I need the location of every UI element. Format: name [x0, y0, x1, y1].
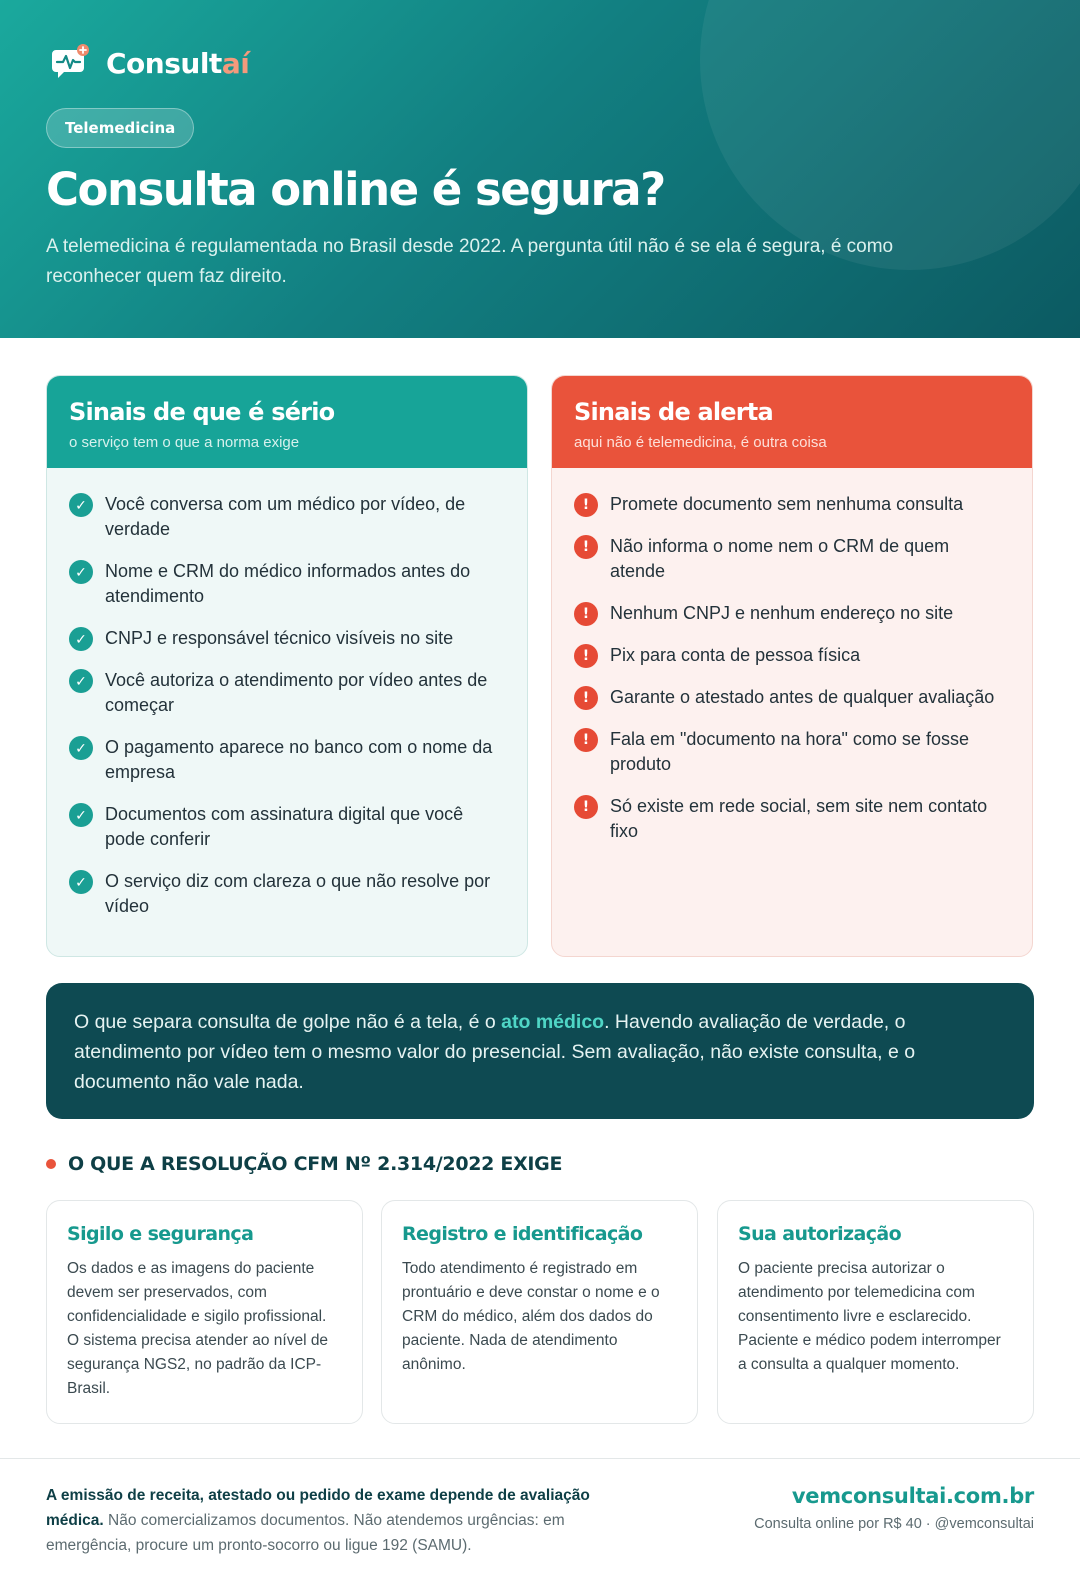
alert-sign-item: ! Só existe em rede social, sem site nem contato fixo: [574, 794, 1008, 844]
good-signs-list: [47, 468, 527, 919]
good-signs-header: [47, 376, 527, 468]
highlight-ato-medico: ato médico: [501, 1011, 605, 1033]
footer-divider: [0, 1458, 1080, 1459]
requirement-card-sigilo: [46, 1200, 363, 1424]
requirement-title: Sua autorização: [738, 1223, 902, 1245]
alert-icon: !: [574, 644, 598, 668]
alert-icon: !: [574, 602, 598, 626]
check-icon: ✓: [69, 803, 93, 827]
key-message-banner: O que separa consulta de golpe não é a tela, é o ato médico. Havendo avaliação de verdade, o atendimento por vídeo tem o mesmo valor do presencial. Sem avaliação, não existe consulta, e o documento não vale nada.: [46, 983, 1034, 1119]
good-sign-item: ✓ Nome e CRM do médico informados antes do atendimento: [69, 559, 503, 609]
good-sign-item: ✓ Você autoriza o atendimento por vídeo antes de começar: [69, 668, 503, 718]
alert-sign-item: ! Pix para conta de pessoa física: [574, 643, 1008, 668]
alert-signs-title: Sinais de alerta: [574, 398, 773, 426]
check-icon: ✓: [69, 560, 93, 584]
requirement-body: Os dados e as imagens do paciente devem ser preservados, com confidencialidade e sigilo profissional. O sistema precisa atender ao nível de segurança NGS2, no padrão da ICP-Brasil.: [67, 1260, 329, 1397]
check-icon: ✓: [69, 870, 93, 894]
website-link[interactable]: vemconsultai.com.br: [791, 1484, 1034, 1508]
good-sign-item: ✓ Você conversa com um médico por vídeo, de verdade: [69, 492, 503, 542]
check-icon: ✓: [69, 669, 93, 693]
alert-icon: !: [574, 535, 598, 559]
requirements-heading: [46, 1153, 562, 1175]
requirement-body: O paciente precisa autorizar o atendimento por telemedicina com consentimento livre e esclarecido. Paciente e médico podem interromper a consulta a qualquer momento.: [738, 1260, 1001, 1373]
chat-pulse-icon: [50, 44, 90, 82]
requirement-title: Registro e identificação: [402, 1223, 643, 1245]
good-sign-item: ✓ CNPJ e responsável técnico visíveis no site: [69, 626, 503, 651]
footer-disclaimer: A emissão de receita, atestado ou pedido de exame depende de avaliação médica. Não comercializamos documentos. Não atendemos urgências: em emergência, procure um pronto-socorro ou ligue 192 (SAMU).: [46, 1487, 590, 1554]
requirement-title: Sigilo e segurança: [67, 1223, 254, 1245]
check-icon: ✓: [69, 493, 93, 517]
footer-meta: Consulta online por R$ 40 · @vemconsultai: [754, 1516, 1034, 1532]
alert-sign-item: ! Fala em "documento na hora" como se fosse produto: [574, 727, 1008, 777]
requirement-card-registro: [381, 1200, 698, 1424]
alert-signs-header: [552, 376, 1032, 468]
alert-sign-item: ! Promete documento sem nenhuma consulta: [574, 492, 1008, 517]
good-sign-item: ✓ O serviço diz com clareza o que não resolve por vídeo: [69, 869, 503, 919]
alert-signs-subtitle: aqui não é telemedicina, é outra coisa: [574, 434, 827, 451]
requirement-body: Todo atendimento é registrado em prontuário e deve constar o nome e o CRM do médico, além dos dados do paciente. Nada de atendimento anônimo.: [402, 1260, 660, 1373]
alert-signs-card: [551, 375, 1033, 957]
good-signs-title: Sinais de que é sério: [69, 398, 335, 426]
requirements-title: O QUE A RESOLUÇÃO CFM Nº 2.314/2022 EXIGE: [68, 1153, 563, 1175]
alert-icon: !: [574, 728, 598, 752]
brand-name: Consultaí: [106, 46, 250, 80]
requirement-card-autorizacao: [717, 1200, 1034, 1424]
alert-icon: !: [574, 493, 598, 517]
good-signs-subtitle: o serviço tem o que a norma exige: [69, 434, 300, 451]
page-subtitle: A telemedicina é regulamentada no Brasil desde 2022. A pergunta útil não é se ela é segura, é como reconhecer quem faz direito.: [46, 236, 894, 287]
bullet-dot-icon: [46, 1159, 56, 1169]
hero-header: [0, 0, 1080, 338]
good-sign-item: ✓ O pagamento aparece no banco com o nome da empresa: [69, 735, 503, 785]
alert-signs-list: [552, 468, 1032, 844]
check-icon: ✓: [69, 736, 93, 760]
alert-sign-item: ! Nenhum CNPJ e nenhum endereço no site: [574, 601, 1008, 626]
check-icon: ✓: [69, 627, 93, 651]
good-signs-card: [46, 375, 528, 957]
alert-sign-item: ! Não informa o nome nem o CRM de quem atende: [574, 534, 1008, 584]
good-sign-item: ✓ Documentos com assinatura digital que você pode conferir: [69, 802, 503, 852]
alert-icon: !: [574, 686, 598, 710]
brand-logo[interactable]: [50, 44, 249, 82]
alert-icon: !: [574, 795, 598, 819]
page-title: Consulta online é segura?: [46, 163, 665, 216]
category-tag: Telemedicina: [46, 108, 194, 148]
decorative-circle: [700, 0, 1080, 270]
alert-sign-item: ! Garante o atestado antes de qualquer avaliação: [574, 685, 1008, 710]
